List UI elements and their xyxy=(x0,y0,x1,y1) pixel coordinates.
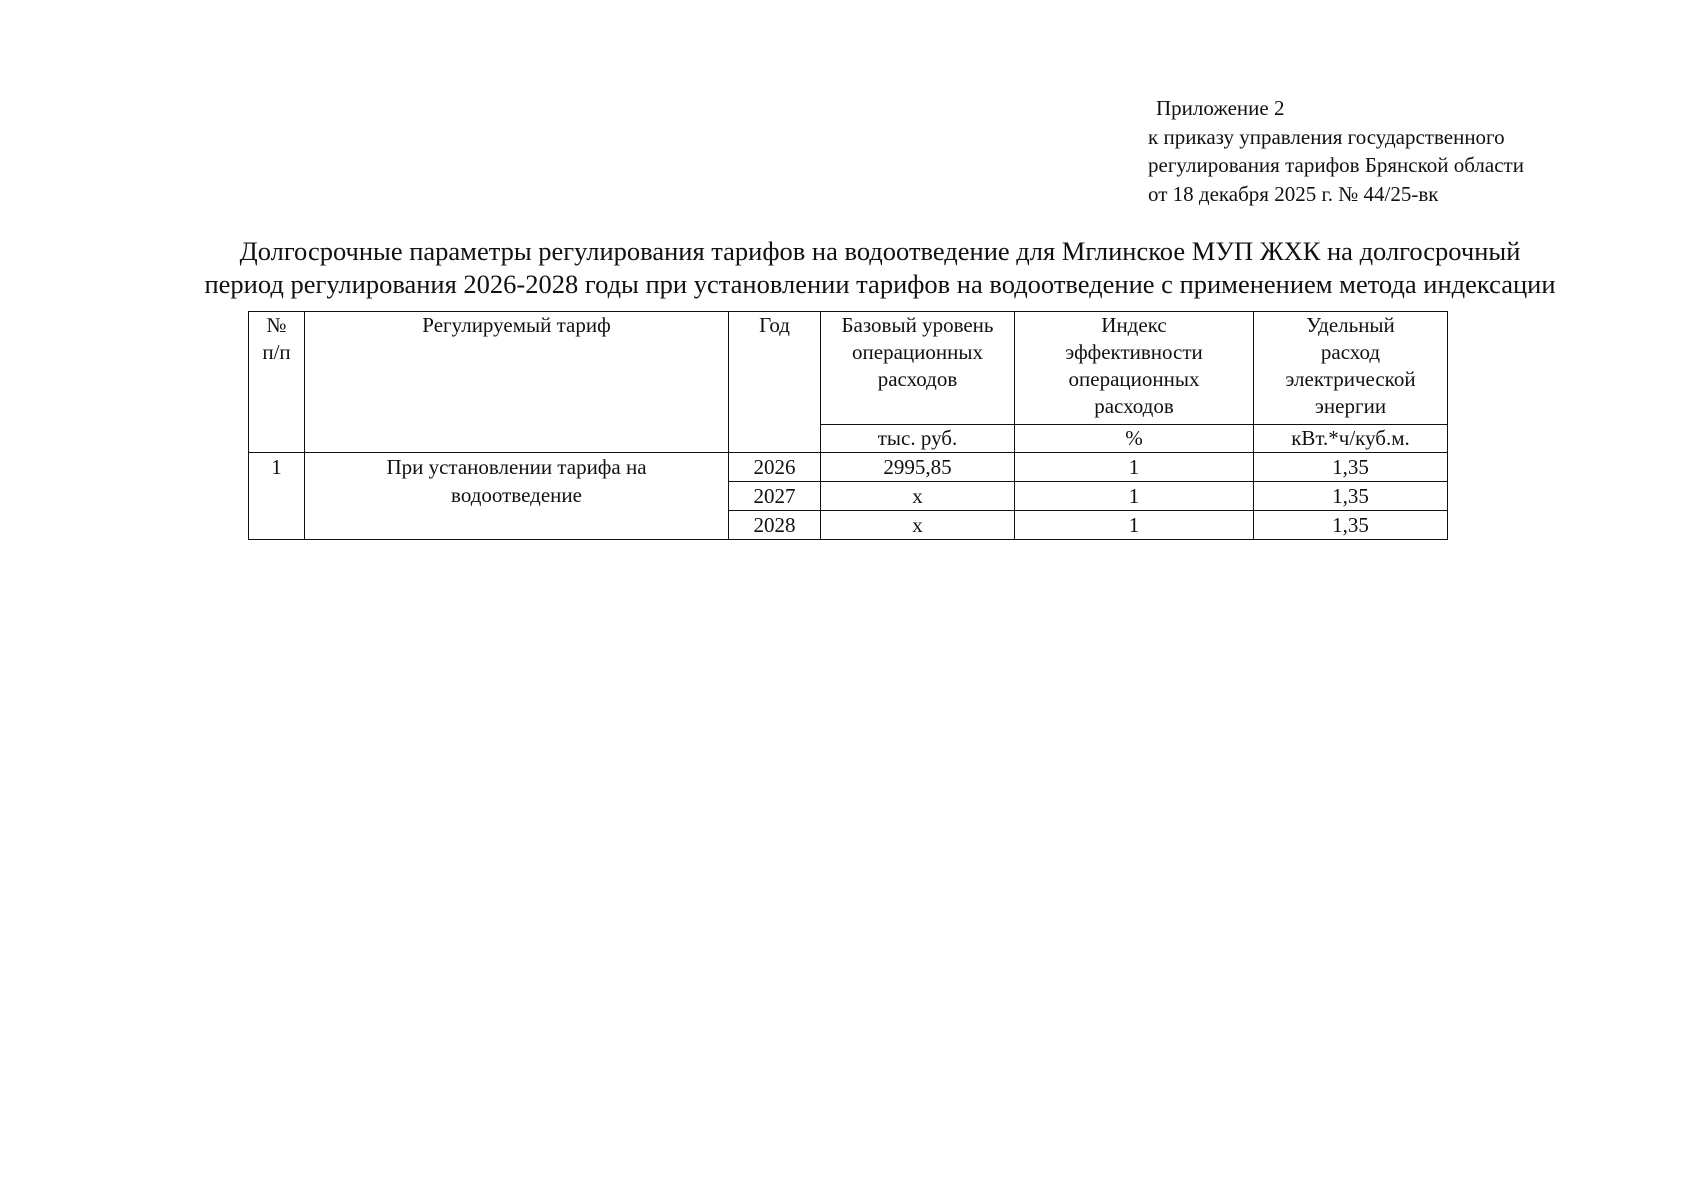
year-cell: 2028 xyxy=(729,511,821,540)
base-costs-cell: 2995,85 xyxy=(821,453,1015,482)
title-line-1: Долгосрочные параметры регулирования тарифов на водоотведение для Мглинское МУП ЖХК на долгосрочный xyxy=(239,236,1521,266)
header-num: № п/п xyxy=(249,312,305,453)
table-row xyxy=(249,453,1448,482)
year-cell: 2027 xyxy=(729,482,821,511)
unit-energy-consumption: кВт.*ч/куб.м. xyxy=(1254,425,1448,453)
parameters-table xyxy=(248,311,1448,540)
row-number: 1 xyxy=(249,453,305,540)
header-efficiency-index: Индекс эффективности операционных расходов xyxy=(1015,312,1254,425)
header-row xyxy=(249,312,1448,425)
header-year: Год xyxy=(729,312,821,453)
appendix-order-line: к приказу управления государственного xyxy=(1148,124,1505,149)
unit-base-costs: тыс. руб. xyxy=(821,425,1015,453)
appendix-authority-line: регулирования тарифов Брянской области xyxy=(1148,153,1524,177)
header-tariff: Регулируемый тариф xyxy=(305,312,729,453)
title-line-2: период регулирования 2026-2028 годы при установлении тарифов на водоотведение с применением метода индексации xyxy=(204,269,1556,299)
energy-consumption-cell: 1,35 xyxy=(1254,511,1448,540)
tariff-name: При установлении тарифа на водоотведение xyxy=(305,453,729,540)
year-cell: 2026 xyxy=(729,453,821,482)
base-costs-cell: х xyxy=(821,482,1015,511)
appendix-block xyxy=(1148,94,1524,208)
appendix-date-line: от 18 декабря 2025 г. № 44/25-вк xyxy=(1148,181,1439,206)
efficiency-index-cell: 1 xyxy=(1015,511,1254,540)
base-costs-cell: х xyxy=(821,511,1015,540)
unit-efficiency-index: % xyxy=(1015,425,1254,453)
energy-consumption-cell: 1,35 xyxy=(1254,482,1448,511)
header-energy-consumption: Удельный расход электрической энергии xyxy=(1254,312,1448,425)
energy-consumption-cell: 1,35 xyxy=(1254,453,1448,482)
document-title xyxy=(130,235,1630,301)
efficiency-index-cell: 1 xyxy=(1015,482,1254,511)
efficiency-index-cell: 1 xyxy=(1015,453,1254,482)
header-base-costs: Базовый уровень операционных расходов xyxy=(821,312,1015,425)
appendix-title: Приложение 2 xyxy=(1156,96,1285,120)
